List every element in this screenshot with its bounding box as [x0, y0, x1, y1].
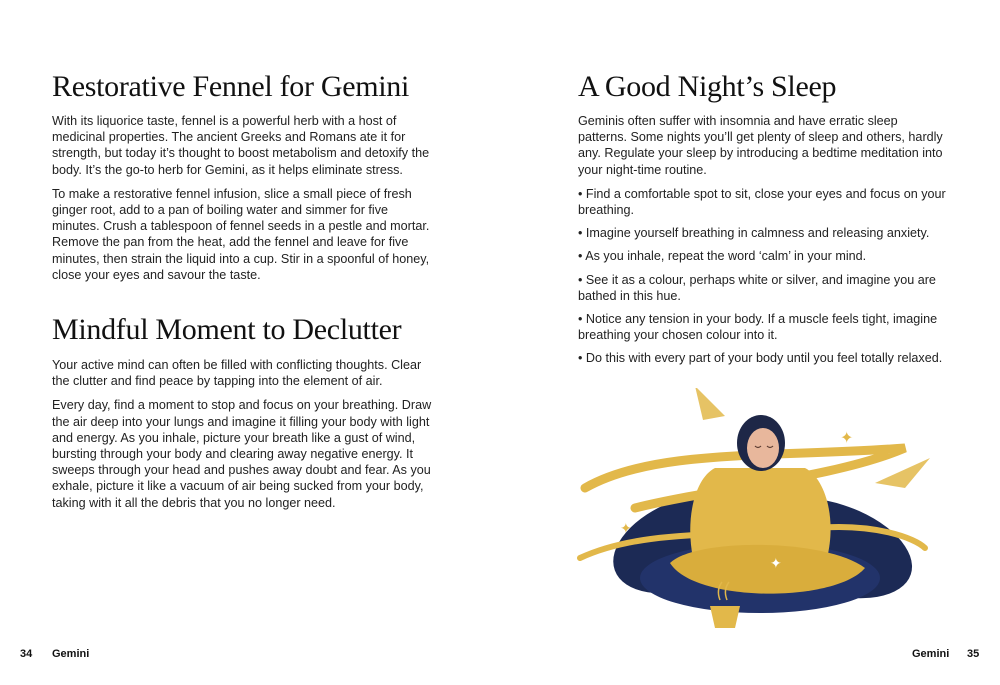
fennel-heading: Restorative Fennel for Gemini: [52, 70, 410, 103]
shooting-star-icon: [695, 388, 725, 420]
shooting-star-icon: [875, 458, 930, 488]
sleep-bullet: • Imagine yourself breathing in calmness and releasing anxiety.: [578, 226, 930, 241]
sleep-heading: A Good Night’s Sleep: [578, 70, 837, 103]
page-number-right: 35: [967, 648, 980, 660]
fennel-paragraph: With its liquorice taste, fennel is a powerful herb with a host of medicinal properties. The ancient Greeks and Romans ate it for strength, but today it’s thought to boost metabolism and detoxify the body. It’s the go-to herb for Gemini, as it helps eliminate stress.: [52, 114, 430, 177]
running-footer-right: Gemini: [912, 648, 950, 660]
running-footer-left: Gemini: [52, 648, 90, 660]
teacup-icon: [710, 606, 740, 628]
declutter-heading: Mindful Moment to Declutter: [52, 313, 402, 346]
right-page: [500, 0, 1000, 685]
declutter-body: [52, 357, 432, 519]
sleep-body: [578, 113, 948, 374]
sleep-bullet: • See it as a colour, perhaps white or silver, and imagine you are bathed in this hue.: [578, 272, 936, 303]
declutter-paragraph: Every day, find a moment to stop and focus on your breathing. Draw the air deep into your lungs and imagine it filling your body with light and energy. As you inhale, picture your breath like a gust of wind, bursting through your body and clearing away negative energy. It sweeps through your head and pushes away doubt and fear. As you exhale, picture it like a vacuum of air being sucked from your body, taking with it all the debris that you no longer need.: [52, 398, 432, 510]
sparkle-icon: ✦: [770, 556, 782, 572]
fennel-body: [52, 113, 432, 291]
sparkle-icon: ✦: [620, 521, 632, 537]
sleep-bullet: • As you inhale, repeat the word ‘calm’ in your mind.: [578, 249, 867, 264]
sparkle-icon: ✦: [840, 428, 854, 447]
face-shape: [747, 428, 779, 468]
declutter-paragraph: Your active mind can often be filled with conflicting thoughts. Clear the clutter and find peace by tapping into the element of air.: [52, 358, 422, 389]
meditation-illustration: [575, 388, 935, 638]
sleep-bullet: • Notice any tension in your body. If a muscle feels tight, imagine breathing your chosen colour into it.: [578, 312, 938, 343]
figure-body: [690, 468, 830, 558]
fennel-paragraph: To make a restorative fennel infusion, slice a small piece of fresh ginger root, add to a pan of boiling water and simmer for five minutes. Crush a tablespoon of fennel seeds in a pestle and mortar. Remove the pan from the heat, add the fennel and leave for five minutes, then strain the liquid into a cup. Stir in a spoonful of honey, close your eyes and savour the taste.: [52, 186, 430, 282]
page-number-left: 34: [20, 648, 33, 660]
sleep-bullet: • Find a comfortable spot to sit, close your eyes and focus on your breathing.: [578, 186, 946, 218]
sleep-bullet: • Do this with every part of your body until you feel totally relaxed.: [578, 351, 943, 366]
sleep-intro: Geminis often suffer with insomnia and have erratic sleep patterns. Some nights you’ll get plenty of sleep and others, hardly any. Regulate your sleep by introducing a bedtime meditation into your night-time routine.: [578, 114, 943, 177]
